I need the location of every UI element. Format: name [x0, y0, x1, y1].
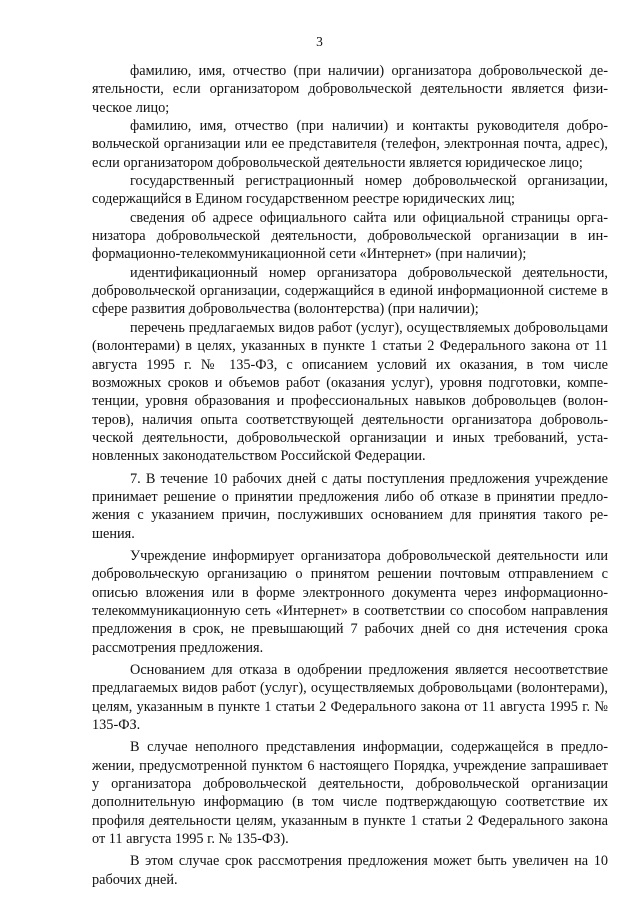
- paragraph-registration-number: государственный регистрационный номер добровольческой организации, содержащийся в Едином государственном реестре юридических лиц;: [92, 173, 608, 208]
- paragraph-notification: Учреждение информирует организатора добровольческой деятельности или добровольческую организацию о принятом решении почтовым отправлением с описью вложения или в форме электронного документа через информационно-телекоммуникационную сеть «Интернет» в соответствии со способом направления предложения в срок, не превышающий 7 рабочих дней со дня истечения срока рассмотрения предложения.: [92, 547, 608, 656]
- paragraph-clause-7: 7. В течение 10 рабочих дней с даты поступления предложения учреждение принимает решение о принятии предложения либо об отказе в принятии предложения с указанием причин, послуживших основанием для принятия такого решения.: [92, 470, 608, 542]
- paragraph-identification-number: идентификационный номер организатора добровольческой деятельности, добровольческой организации, содержащийся в единой информационной системе в сфере развития добровольчества (волонтерства) (при наличии);: [92, 264, 608, 318]
- paragraph-term-extension: В этом случае срок рассмотрения предложения может быть увеличен на 10 рабочих дней.: [92, 853, 608, 888]
- paragraph-refusal-grounds: Основанием для отказа в одобрении предложения является несоответствие предлагаемых видов работ (услуг), осуществляемых добровольцами (волонтерами), целям, указанным в пункте 1 статьи 2 Федерального закона от 11 августа 1995 г. № 135-ФЗ.: [92, 662, 608, 734]
- paragraph-incomplete-info: В случае неполного представления информации, содержащейся в предложении, предусмотренной пунктом 6 настоящего Порядка, учреждение запрашивает у организатора добровольческой деятельности, добровольческой организации дополнительную информацию (в том числе подтверждающую соответствие их профиля деятельности целям, указанным в пункте 1 статьи 2 Федерального закона от 11 августа 1995 г. № 135-ФЗ).: [92, 739, 608, 848]
- paragraph-work-list: перечень предлагаемых видов работ (услуг), осуществляемых добровольцами (волонтерами) в целях, указанных в пункте 1 статьи 2 Федерального закона от 11 августа 1995 г. № 135-ФЗ, с описанием условий их оказания, в том числе возможных сроков и объемов работ (оказания услуг), уровня подготовки, компетенции, уровня образования и профессиональных навыков добровольцев (волонтеров), наличия опыта соответствующей деятельности организатора добровольческой деятельности, добровольческой организации и иных требований, установленных законодательством Российской Федерации.: [92, 319, 608, 465]
- paragraph-organizer-name-individual: фамилию, имя, отчество (при наличии) организатора добровольческой деятельности, если организатором добровольческой деятельности является физическое лицо;: [92, 63, 608, 116]
- page-number: 3: [316, 34, 323, 49]
- paragraph-website-info: сведения об адресе официального сайта или официальной страницы организатора добровольческой деятельности, добровольческой организации в информационно-телекоммуникационной сети «Интернет» (при наличии);: [92, 209, 608, 263]
- document-body: [92, 62, 608, 889]
- paragraph-leader-contacts: фамилию, имя, отчество (при наличии) и контакты руководителя добровольческой организации или ее представителя (телефон, электронная почта, адрес), если организатором добровольческой деятельности является юридическое лицо;: [92, 118, 608, 171]
